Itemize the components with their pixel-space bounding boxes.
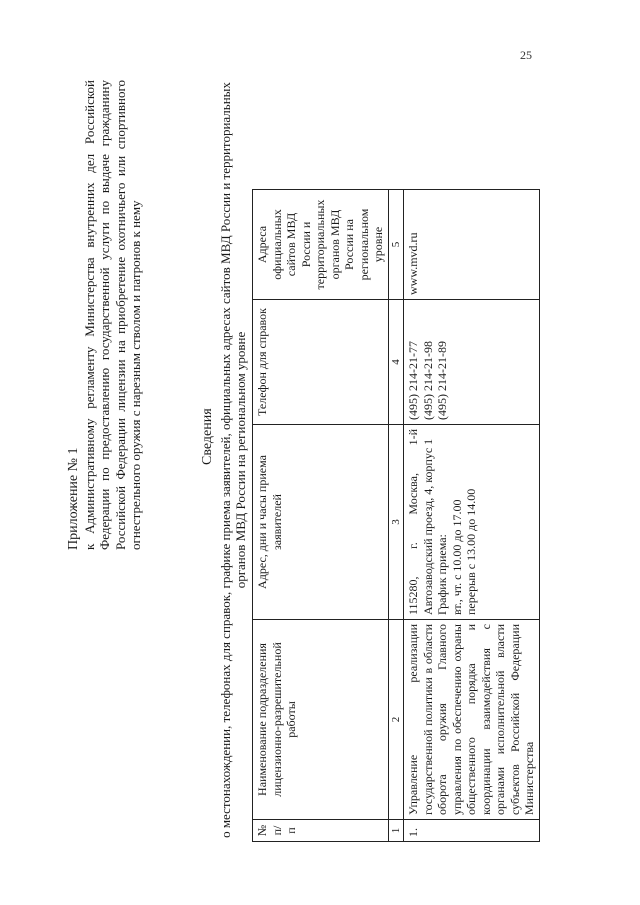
row-site: www.mvd.ru — [404, 190, 540, 300]
row-phones-cell — [404, 300, 540, 425]
info-subtitle: о местонахождении, телефонах для справок, графике приема заявителей, официальных адресах сайтов МВД России и территориальных органов МВД России на региональном уровне — [218, 82, 248, 838]
col-number-4: 4 — [388, 300, 404, 425]
row-address-cell — [404, 425, 540, 620]
header-num: № п/п — [253, 820, 389, 842]
col-number-1: 1 — [388, 820, 404, 842]
row-address: 115280, г. Москва, 1-й Автозаводский проезд, 4, корпус 1 — [406, 429, 435, 615]
header-unit-name: Наименование подразделения лицензионно-разрешительной работы — [253, 620, 389, 820]
row-schedule-days: вт., чт. с 10.00 до 17.00 — [449, 499, 464, 615]
row-schedule-break: перерыв с 13.00 до 14.00 — [464, 488, 478, 615]
row-num: 1. — [404, 820, 540, 842]
registry-table — [252, 189, 540, 842]
header-site: Адреса официальных сайтов МВД России и территориальных органов МВД России на региональном уровне — [253, 190, 389, 300]
row-phone-3: (495) 214-21-89 — [435, 341, 449, 420]
row-phone-2: (495) 214-21-98 — [420, 341, 435, 420]
col-number-2: 2 — [388, 620, 404, 820]
appendix-header — [66, 80, 144, 550]
column-number-row — [388, 190, 404, 842]
col-number-5: 5 — [388, 190, 404, 300]
row-phone-1: (495) 214-21-77 — [406, 341, 420, 420]
row-unit-name: Управление реализации государственной политики в области оборота оружия Главного управления по обеспечению охраны общественного порядка и координации взаимодействия с органами исполнительной власти субъектов Российской Федерации Министерства — [404, 620, 540, 820]
appendix-text: к Административному регламенту Министерства внутренних дел Российской Федерации по предоставлению государственной услуги по выдаче гражданину Российской Федерации лицензии на приобретение охотничьего или спортивного огнестрельного оружия с нарезным стволом и патронов к нему — [81, 80, 143, 550]
col-number-3: 3 — [388, 425, 404, 620]
page-number: 25 — [520, 48, 532, 62]
table-header-row — [253, 190, 389, 842]
rotated-page-content — [60, 60, 536, 860]
row-schedule-title: График приема: — [435, 534, 449, 615]
header-address: Адрес, дни и часы приема заявителей — [253, 425, 389, 620]
info-title: Сведения — [200, 408, 215, 465]
table-row — [404, 190, 540, 842]
header-phone: Телефон для справок — [253, 300, 389, 425]
appendix-title: Приложение № 1 — [66, 447, 81, 550]
